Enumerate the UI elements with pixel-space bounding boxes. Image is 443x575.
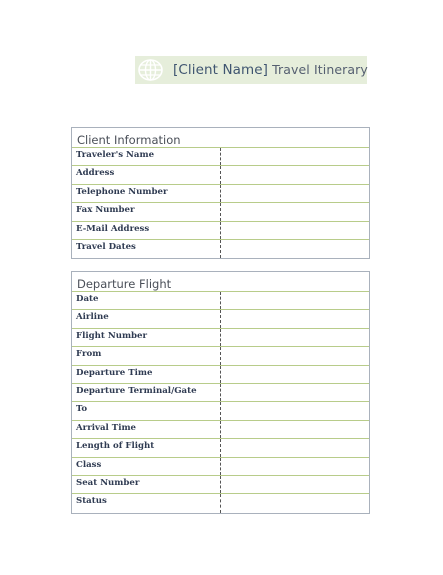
field-value-cell[interactable] (221, 402, 369, 419)
field-label: Flight Number (72, 329, 221, 346)
field-label: Telephone Number (72, 185, 221, 202)
field-label: Fax Number (72, 203, 221, 220)
form-row (72, 166, 369, 184)
field-label: Departure Terminal/Gate (72, 384, 221, 401)
document-title (173, 62, 368, 78)
field-label: From (72, 347, 221, 364)
field-label: Status (72, 494, 221, 512)
form-row (72, 329, 369, 347)
title-banner (135, 56, 367, 84)
field-label: E-Mail Address (72, 222, 221, 239)
client-name-placeholder[interactable]: [Client Name] (173, 62, 269, 78)
field-label: Travel Dates (72, 240, 221, 258)
form-row (72, 458, 369, 476)
field-label: Date (72, 292, 221, 309)
section-title: Client Information (72, 128, 369, 148)
field-value-cell[interactable] (221, 222, 369, 239)
field-label: Arrival Time (72, 421, 221, 438)
field-label: Length of Flight (72, 439, 221, 456)
form-row (72, 240, 369, 258)
field-value-cell[interactable] (221, 329, 369, 346)
field-label: Seat Number (72, 476, 221, 493)
field-value-cell[interactable] (221, 240, 369, 258)
field-label: Departure Time (72, 366, 221, 383)
field-value-cell[interactable] (221, 439, 369, 456)
field-value-cell[interactable] (221, 347, 369, 364)
field-label: Airline (72, 310, 221, 327)
client-information-section (71, 127, 370, 259)
form-row (72, 347, 369, 365)
form-row (72, 148, 369, 166)
section-title: Departure Flight (72, 272, 369, 292)
field-value-cell[interactable] (221, 292, 369, 309)
field-value-cell[interactable] (221, 384, 369, 401)
field-value-cell[interactable] (221, 366, 369, 383)
field-value-cell[interactable] (221, 421, 369, 438)
field-value-cell[interactable] (221, 203, 369, 220)
globe-icon (137, 59, 164, 81)
field-value-cell[interactable] (221, 494, 369, 512)
field-value-cell[interactable] (221, 310, 369, 327)
form-row (72, 310, 369, 328)
field-value-cell[interactable] (221, 476, 369, 493)
form-row (72, 439, 369, 457)
form-row (72, 384, 369, 402)
client-information-rows (72, 148, 369, 258)
form-row (72, 366, 369, 384)
field-label: Address (72, 166, 221, 183)
departure-flight-section (71, 271, 370, 514)
field-value-cell[interactable] (221, 185, 369, 202)
form-row (72, 185, 369, 203)
form-row (72, 494, 369, 512)
itinerary-title: Travel Itinerary (272, 62, 368, 77)
form-row (72, 402, 369, 420)
field-label: Class (72, 458, 221, 475)
field-label: Traveler's Name (72, 148, 221, 165)
field-value-cell[interactable] (221, 166, 369, 183)
form-row (72, 421, 369, 439)
field-label: To (72, 402, 221, 419)
form-row (72, 222, 369, 240)
form-row (72, 476, 369, 494)
departure-flight-rows (72, 292, 369, 513)
form-row (72, 203, 369, 221)
field-value-cell[interactable] (221, 148, 369, 165)
field-value-cell[interactable] (221, 458, 369, 475)
form-row (72, 292, 369, 310)
